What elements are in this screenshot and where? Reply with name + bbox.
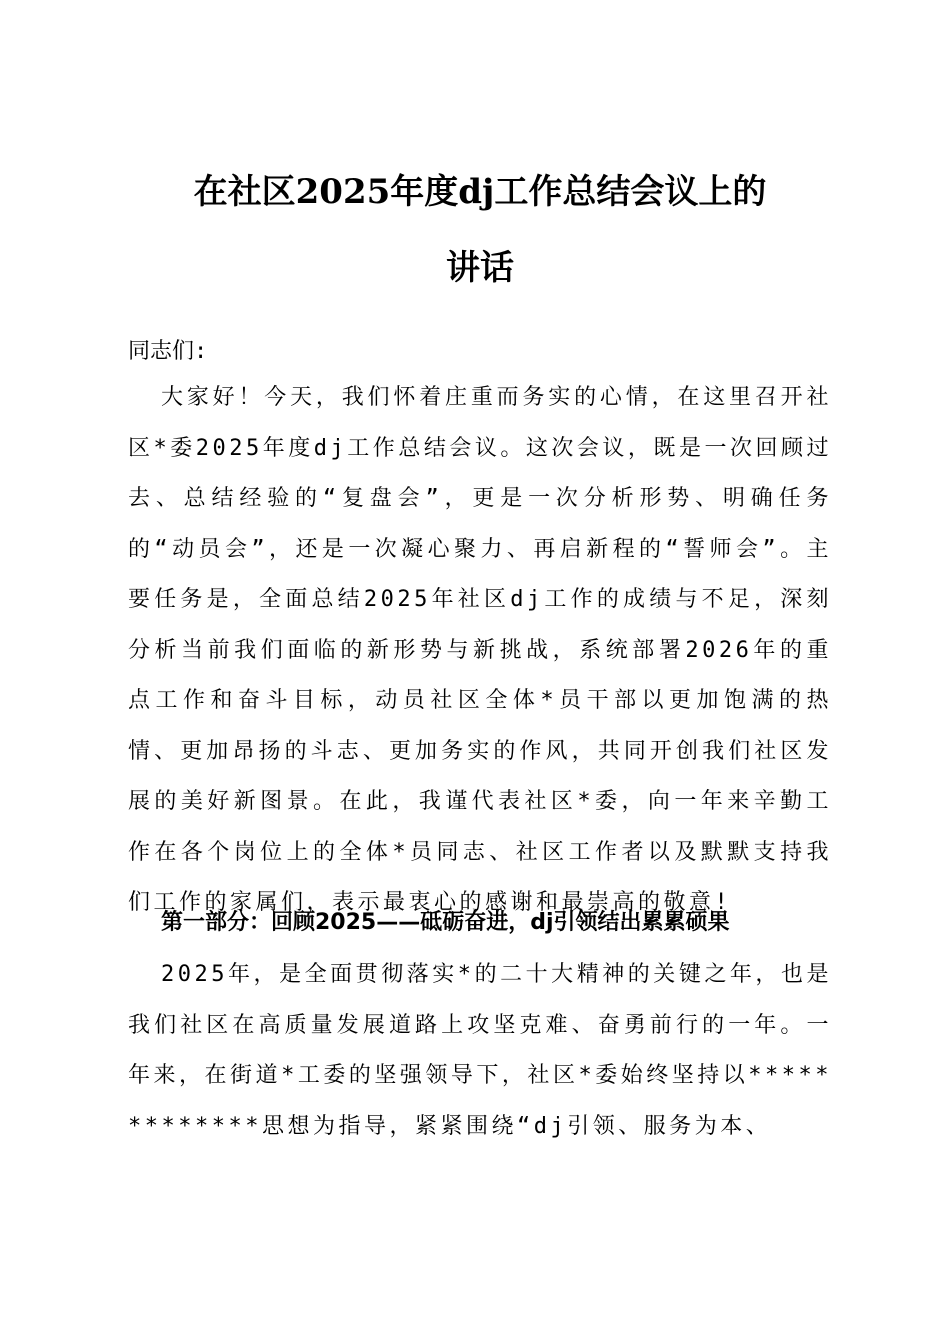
document-title-line-2: 讲话	[446, 248, 514, 288]
salutation: 同志们:	[128, 339, 208, 364]
section-1-heading: 第一部分：回顾2025——砥砺奋进，dj引领结出累累硕果	[161, 910, 730, 935]
section-1-paragraph: 2025年，是全面贯彻落实*的二十大精神的关键之年，也是我们社区在高质量发展道路上攻坚克难、奋勇前行的一年。一年来，在街道*工委的坚强领导下，社区*委始终坚持以*************思想为指导，紧紧围绕“dj引领、服务为本、	[128, 962, 832, 1139]
opening-paragraph: 大家好！今天，我们怀着庄重而务实的心情，在这里召开社区*委2025年度dj工作总结会议。这次会议，既是一次回顾过去、总结经验的“复盘会”，更是一次分析形势、明确任务的“动员会”，还是一次凝心聚力、再启新程的“誓师会”。主要任务是，全面总结2025年社区dj工作的成绩与不足，深刻分析当前我们面临的新形势与新挑战，系统部署2026年的重点工作和奋斗目标，动员社区全体*员干部以更加饱满的热情、更加昂扬的斗志、更加务实的作风，共同开创我们社区发展的美好新图景。在此，我谨代表社区*委，向一年来辛勤工作在各个岗位上的全体*员同志、社区工作者以及默默支持我们工作的家属们，表示最衷心的感谢和最崇高的敬意!	[128, 385, 832, 915]
document-title-line-1: 在社区2025年度dj工作总结会议上的	[193, 172, 767, 212]
